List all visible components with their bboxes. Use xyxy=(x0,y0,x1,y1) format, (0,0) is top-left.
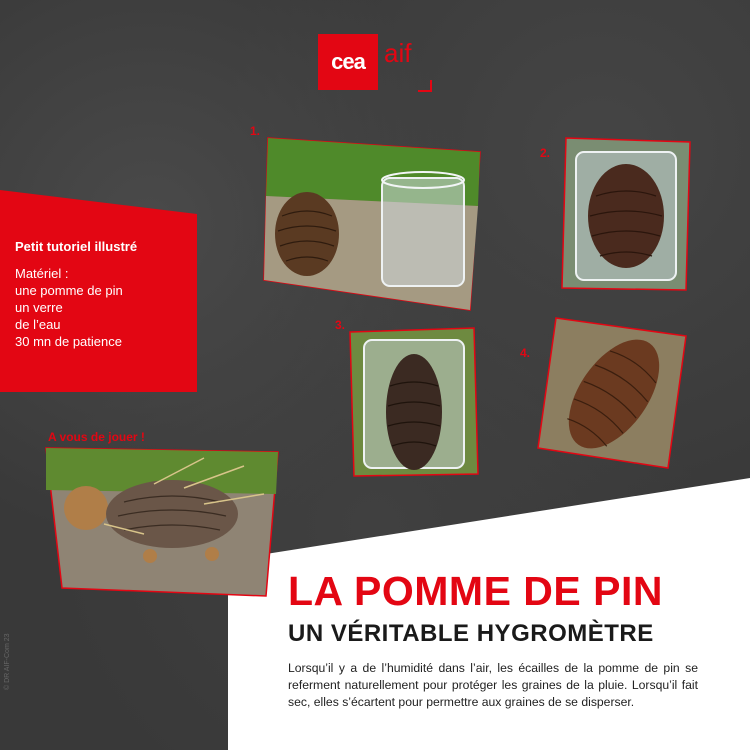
logo-corner-mark xyxy=(418,80,432,92)
step-photo-3 xyxy=(348,326,480,478)
step-photo-1 xyxy=(262,136,482,316)
material-item: un verre xyxy=(15,300,63,315)
main-title: LA POMME DE PIN xyxy=(288,568,663,614)
photo-credit: © DR AIF-Com 23 xyxy=(4,633,11,690)
step-number-2: 2. xyxy=(540,146,551,160)
description-paragraph: Lorsqu’il y a de l’humidité dans l’air, les écailles de la pomme de pin se referment naturellement pour protéger les graines de la pluie. Lorsqu’il fait sec, elles s’écartent pour permettre aux graines de se disperser. xyxy=(288,661,698,709)
creation-photo xyxy=(44,444,282,600)
step-photo-4 xyxy=(536,316,688,470)
materials-label: Matériel : xyxy=(15,266,69,281)
material-item: une pomme de pin xyxy=(15,283,123,298)
material-item: 30 mn de patience xyxy=(15,334,122,349)
play-label: A vous de jouer ! xyxy=(48,430,145,444)
aif-logo-text: aif xyxy=(384,38,412,68)
step-photo-2 xyxy=(560,136,692,292)
subtitle: UN VÉRITABLE HYGROMÈTRE xyxy=(288,620,654,647)
cea-aif-logo xyxy=(318,34,433,90)
cea-logo: cea xyxy=(318,34,378,90)
tutorial-box xyxy=(0,190,197,392)
step-number-4: 4. xyxy=(520,346,531,360)
step-number-3: 3. xyxy=(335,318,346,332)
step-number-1: 1. xyxy=(250,124,261,138)
material-item: de l’eau xyxy=(15,317,61,332)
tutorial-heading: Petit tutoriel illustré xyxy=(15,239,138,254)
